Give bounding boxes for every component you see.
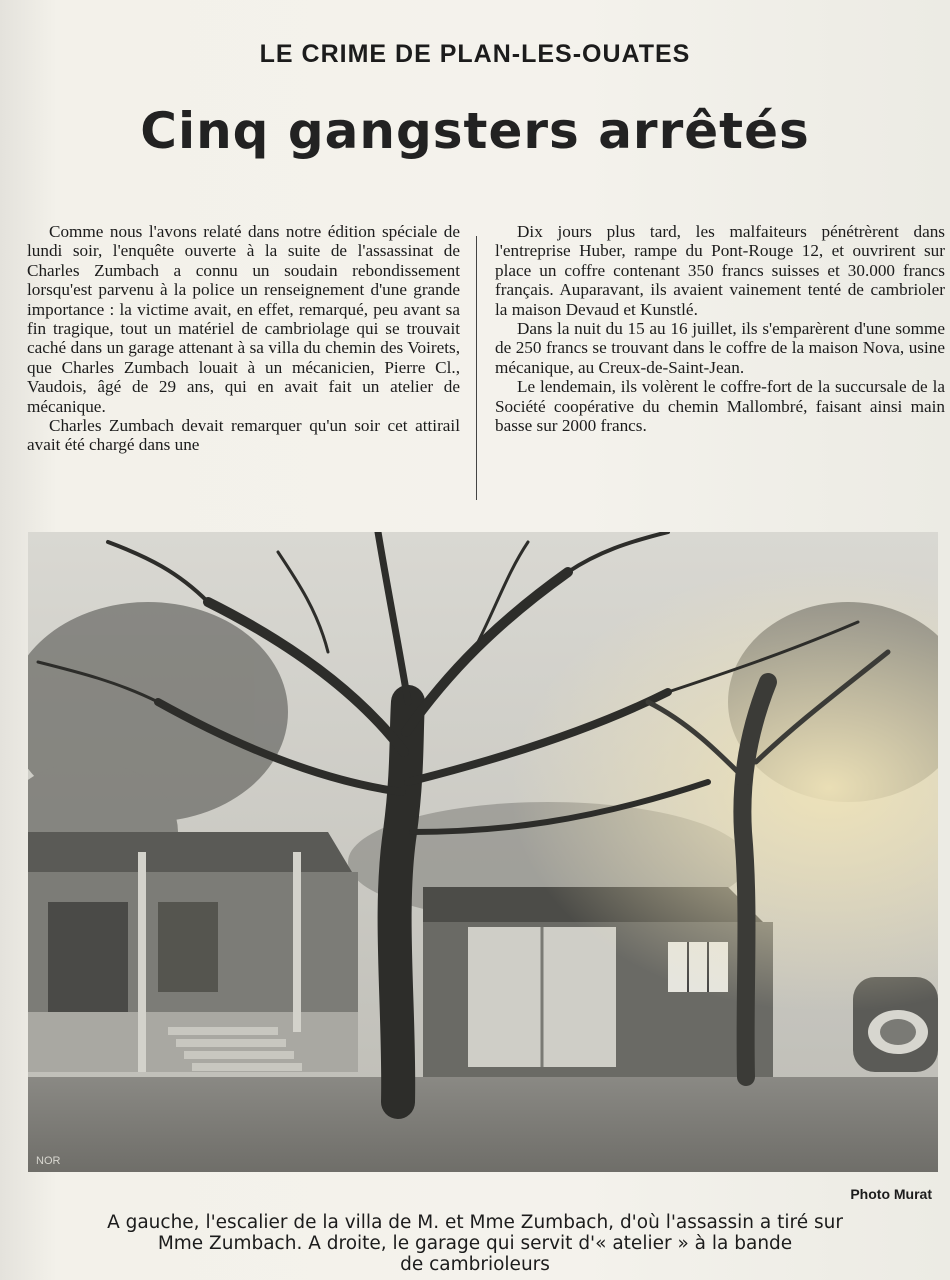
article-headline: Cinq gangsters arrêtés xyxy=(140,102,810,160)
photo-credit: Photo Murat xyxy=(850,1186,932,1202)
right-paragraph-3: Le lendemain, ils volèrent le coffre-fort de la succursale de la Société coopérative du chemin Mallombré, faisant ainsi main basse sur 2000 francs. xyxy=(495,377,945,436)
caption-line-3: de cambrioleurs xyxy=(400,1254,550,1275)
left-paragraph-2: Charles Zumbach devait remarquer qu'un soir cet attirail avait été chargé dans une xyxy=(27,416,460,455)
photo-signature: NOR xyxy=(36,1155,61,1167)
article-left-column xyxy=(27,222,460,505)
article-right-column xyxy=(495,222,945,435)
right-paragraph-2: Dans la nuit du 15 au 16 juillet, ils s'emparèrent d'une somme de 250 francs se trouvant dans le coffre de la maison Nova, usine mécanique, au Creux-de-Saint-Jean. xyxy=(495,319,945,377)
caption-line-2: Mme Zumbach. A droite, le garage qui servit d'« atelier » à la bande xyxy=(157,1233,793,1254)
news-photo xyxy=(28,532,938,1172)
article-kicker: LE CRIME DE PLAN-LES-OUATES xyxy=(259,40,691,68)
right-paragraph-1: Dix jours plus tard, les malfaiteurs pénétrèrent dans l'entreprise Huber, rampe du Pont-Rouge 12, et ouvrirent sur place un coffre contenant 350 francs suisses et 30.000 francs français. Auparavant, ils avaient vainement tenté de cambrioler la maison Devaud et Kunstlé. xyxy=(495,222,945,319)
caption-line-1: A gauche, l'escalier de la villa de M. et Mme Zumbach, d'où l'assassin a tiré sur xyxy=(107,1212,843,1233)
column-divider xyxy=(476,236,477,500)
photo-caption xyxy=(60,1212,890,1275)
left-paragraph-1: Comme nous l'avons relaté dans notre édition spéciale de lundi soir, l'enquête ouverte à la suite de l'assassinat de Charles Zumbach a connu un soudain rebondissement lorsqu'est parvenu à la police un renseignement d'une grande importance : la victime avait, en effet, remarqué, peu avant sa fin tragique, tout un matériel de cambriolage qui se trouvait caché dans un garage attenant à sa villa du chemin des Voirets, que Charles Zumbach louait à un mécanicien, Pierre Cl., Vaudois, âgé de 29 ans, qui en avait fait un atelier de mécanique. xyxy=(27,222,460,416)
